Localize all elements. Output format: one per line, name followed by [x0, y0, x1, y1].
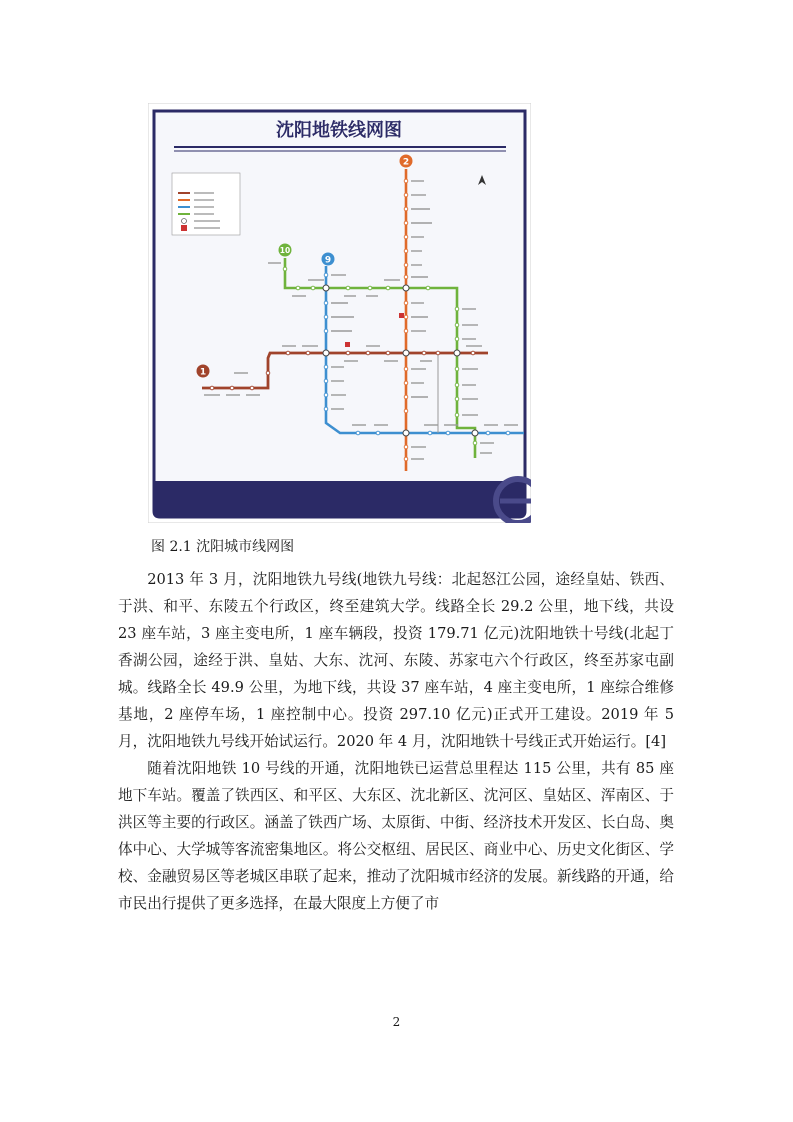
transfer-marker-icon — [399, 313, 404, 318]
legend-transfer-icon — [181, 225, 187, 231]
line-9-badge-label: 9 — [324, 255, 332, 266]
body-text — [118, 566, 674, 917]
figure-caption: 图 2.1 沈阳城市线网图 — [151, 539, 295, 555]
transfer-marker-icon — [345, 342, 350, 347]
metro-map-figure — [148, 103, 531, 523]
line-10-badge-label: 10 — [279, 246, 291, 255]
line-1-badge-label: 1 — [199, 367, 207, 378]
map-title: 沈阳地铁线网图 — [276, 120, 402, 141]
paragraph: 随着沈阳地铁 10 号线的开通，沈阳地铁已运营总里程达 115 公里，共有 85 座地下车站。覆盖了铁西区、和平区、大东区、沈北新区、沈河区、皇姑区、浑南区、于洪区等主要的行政区。涵盖了铁西广场、太原街、中街、经济技术开发区、长白岛、奥体中心、大学城等客流密集地区。将公交枢纽、居民区、商业中心、历史文化街区、学校、金融贸易区等老城区串联了起来，推动了沈阳城市经济的发展。新线路的开通，给市民出行提供了更多选择，在最大限度上方便了市 — [118, 760, 674, 912]
metro-map — [148, 103, 531, 523]
legend-station-icon — [182, 219, 187, 224]
map-footer-band — [155, 481, 524, 517]
paragraph: 2013 年 3 月，沈阳地铁九号线(地铁九号线：北起怒江公园，途经皇姑、铁西、于洪、和平、东陵五个行政区，终至建筑大学。线路全长 29.2 公里，地下线，共设 23 座车站，3 座主变电所，1 座车辆段，投资 179.71 亿元)沈阳地铁十号线(北起丁香湖公园，途经于洪、皇姑、大东、沈河、东陵、苏家屯六个行政区，终至苏家屯副城。线路全长 49.9 公里，为地下线，共设 37 座车站，4 座主变电所，1 座综合维修基地，2 座停车场，1 座控制中心。投资 297.10 亿元)正式开工建设。2019 年 5 月，沈阳地铁九号线开始试运行。2020 年 4 月，沈阳地铁十号线正式开始运行。[4] — [118, 571, 674, 750]
page-number: 2 — [392, 1015, 401, 1029]
line-2-badge-label: 2 — [402, 157, 410, 168]
map-frame — [154, 111, 525, 517]
